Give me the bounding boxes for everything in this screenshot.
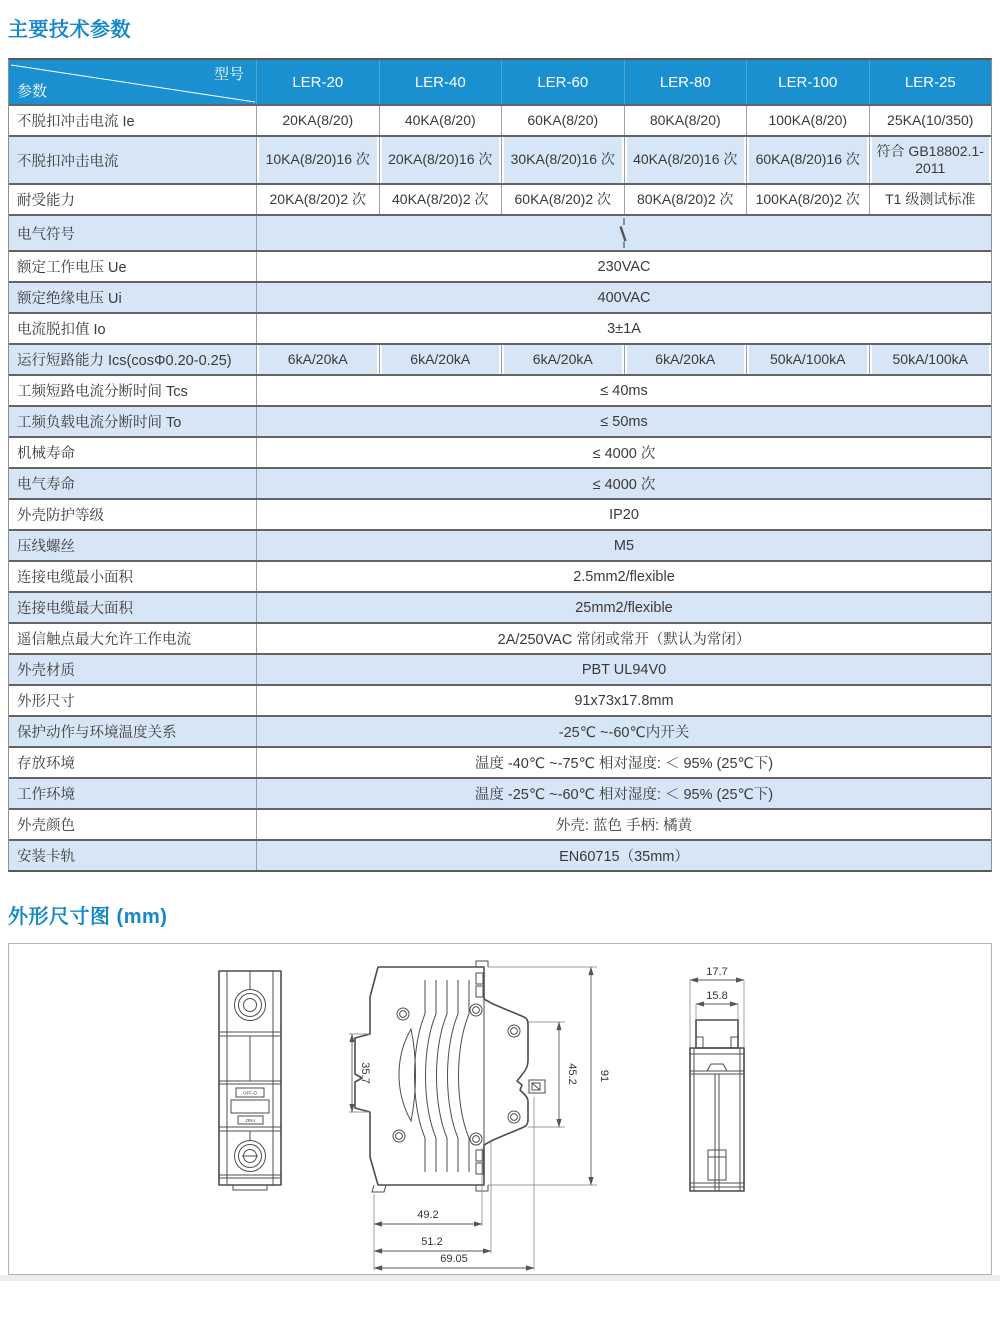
spec-merged-cell: PBT UL94V0 (256, 655, 991, 684)
row-label: 电气符号 (9, 216, 256, 250)
spec-merged-cell: EN60715（35mm） (256, 841, 991, 870)
corner-label-parameter: 参数 (17, 83, 48, 100)
dim-depth-inner: 15.8 (706, 990, 728, 1002)
table-row (9, 715, 991, 746)
corner-label-model: 型号 (213, 66, 244, 83)
table-row (9, 250, 991, 281)
spec-cell: 60KA(8/20) (501, 106, 624, 135)
table-row (9, 104, 991, 135)
row-label: 压线螺丝 (9, 531, 256, 560)
spec-merged-cell: -25℃ ~-60℃内开关 (256, 717, 991, 746)
dim-width-3: 69.05 (440, 1253, 468, 1265)
table-header-row (9, 60, 991, 104)
section-title-parameters: 主要技术参数 (8, 19, 131, 41)
dim-width-2: 51.2 (421, 1236, 443, 1248)
spec-cell: 40KA(8/20) (379, 106, 502, 135)
row-label: 外壳颜色 (9, 810, 256, 839)
table-row (9, 591, 991, 622)
row-label: 额定绝缘电压 Ui (9, 283, 256, 312)
model-column-header: LER-60 (501, 60, 624, 104)
disconnect-switch-icon (611, 218, 637, 248)
row-label: 保护动作与环境温度关系 (9, 717, 256, 746)
spec-cell: 6kA/20kA (256, 345, 379, 374)
spec-merged-cell: ≤ 40ms (256, 376, 991, 405)
dim-clip-height: 35.7 (359, 1062, 371, 1084)
dim-depth-outer: 17.7 (706, 966, 728, 978)
electrical-symbol-cell (256, 216, 991, 250)
row-label: 运行短路能力 Ics(cosΦ0.20-0.25) (9, 345, 256, 374)
row-label: 连接电缆最小面积 (9, 562, 256, 591)
row-label: 电气寿命 (9, 469, 256, 498)
model-column-header: LER-20 (256, 60, 379, 104)
handle-on-label: ON-I (245, 1118, 256, 1123)
spec-cell: 20KA(8/20)16 次 (379, 137, 502, 183)
table-row (9, 560, 991, 591)
table-corner-cell (9, 60, 256, 104)
side-view-drawing (341, 952, 621, 1274)
row-label: 不脱扣冲击电流 (9, 137, 256, 183)
spec-merged-cell: IP20 (256, 500, 991, 529)
spec-merged-cell: 温度 -25℃ ~-60℃ 相对湿度: ＜ 95% (25℃下) (256, 779, 991, 808)
dimension-diagram (8, 943, 992, 1275)
table-row (9, 183, 991, 214)
table-row (9, 405, 991, 436)
spec-cell: T1 级测试标准 (869, 185, 992, 214)
table-row (9, 746, 991, 777)
table-row (9, 281, 991, 312)
spec-merged-cell: 3±1A (256, 314, 991, 343)
spec-cell: 符合 GB18802.1-2011 (869, 137, 992, 183)
spec-cell: 10KA(8/20)16 次 (256, 137, 379, 183)
front-view-drawing (214, 969, 286, 1191)
table-row (9, 808, 991, 839)
spec-merged-cell: 温度 -40℃ ~-75℃ 相对湿度: ＜ 95% (25℃下) (256, 748, 991, 777)
table-row (9, 436, 991, 467)
table-row (9, 684, 991, 715)
spec-merged-cell: ≤ 4000 次 (256, 469, 991, 498)
spec-cell: 100KA(8/20)2 次 (746, 185, 869, 214)
spec-cell: 60KA(8/20)16 次 (746, 137, 869, 183)
model-column-header: LER-25 (869, 60, 992, 104)
row-label: 存放环境 (9, 748, 256, 777)
table-row (9, 622, 991, 653)
table-row (9, 777, 991, 808)
spec-merged-cell: 外壳: 蓝色 手柄: 橘黄 (256, 810, 991, 839)
model-column-header: LER-100 (746, 60, 869, 104)
model-column-header: LER-40 (379, 60, 502, 104)
model-column-header: LER-80 (624, 60, 747, 104)
spec-cell: 40KA(8/20)2 次 (379, 185, 502, 214)
spec-cell: 25KA(10/350) (869, 106, 992, 135)
rear-view-drawing (677, 964, 761, 1264)
spec-cell: 6kA/20kA (379, 345, 502, 374)
dim-width-1: 49.2 (417, 1209, 439, 1221)
table-row (9, 214, 991, 250)
spec-cell: 40KA(8/20)16 次 (624, 137, 747, 183)
row-label: 外形尺寸 (9, 686, 256, 715)
row-label: 耐受能力 (9, 185, 256, 214)
spec-cell: 80KA(8/20) (624, 106, 747, 135)
spec-cell: 6kA/20kA (501, 345, 624, 374)
table-row (9, 135, 991, 183)
spec-merged-cell: 25mm2/flexible (256, 593, 991, 622)
spec-merged-cell: ≤ 50ms (256, 407, 991, 436)
spec-merged-cell: 91x73x17.8mm (256, 686, 991, 715)
spec-cell: 20KA(8/20)2 次 (256, 185, 379, 214)
spec-cell: 50kA/100kA (746, 345, 869, 374)
page-bottom-strip (0, 1275, 1000, 1281)
row-label: 工频短路电流分断时间 Tcs (9, 376, 256, 405)
spec-merged-cell: 400VAC (256, 283, 991, 312)
spec-table (8, 58, 992, 872)
section-title-dimensions: 外形尺寸图 (mm) (8, 906, 168, 928)
row-label: 不脱扣冲击电流 Ie (9, 106, 256, 135)
table-row (9, 467, 991, 498)
row-label: 安装卡轨 (9, 841, 256, 870)
dim-total-height: 91 (598, 1069, 610, 1083)
dim-body-inner-height: 45.2 (566, 1063, 578, 1085)
row-label: 外壳防护等级 (9, 500, 256, 529)
row-label: 机械寿命 (9, 438, 256, 467)
spec-merged-cell: 230VAC (256, 252, 991, 281)
row-label: 电流脱扣值 Io (9, 314, 256, 343)
spec-cell: 20KA(8/20) (256, 106, 379, 135)
spec-cell: 30KA(8/20)16 次 (501, 137, 624, 183)
spec-merged-cell: ≤ 4000 次 (256, 438, 991, 467)
spec-cell: 80KA(8/20)2 次 (624, 185, 747, 214)
table-row (9, 343, 991, 374)
row-label: 外壳材质 (9, 655, 256, 684)
table-row (9, 653, 991, 684)
page (0, 13, 1000, 1281)
table-row (9, 529, 991, 560)
table-row (9, 374, 991, 405)
handle-off-label: OFF-O (243, 1090, 257, 1096)
row-label: 工作环境 (9, 779, 256, 808)
spec-cell: 6kA/20kA (624, 345, 747, 374)
table-row (9, 839, 991, 870)
spec-merged-cell: 2.5mm2/flexible (256, 562, 991, 591)
spec-merged-cell: M5 (256, 531, 991, 560)
spec-cell: 100KA(8/20) (746, 106, 869, 135)
row-label: 工频负载电流分断时间 To (9, 407, 256, 436)
spec-merged-cell: 2A/250VAC 常闭或常开（默认为常闭） (256, 624, 991, 653)
spec-cell: 60KA(8/20)2 次 (501, 185, 624, 214)
spec-cell: 50kA/100kA (869, 345, 992, 374)
row-label: 连接电缆最大面积 (9, 593, 256, 622)
row-label: 遥信触点最大允许工作电流 (9, 624, 256, 653)
row-label: 额定工作电压 Ue (9, 252, 256, 281)
table-row (9, 312, 991, 343)
table-row (9, 498, 991, 529)
